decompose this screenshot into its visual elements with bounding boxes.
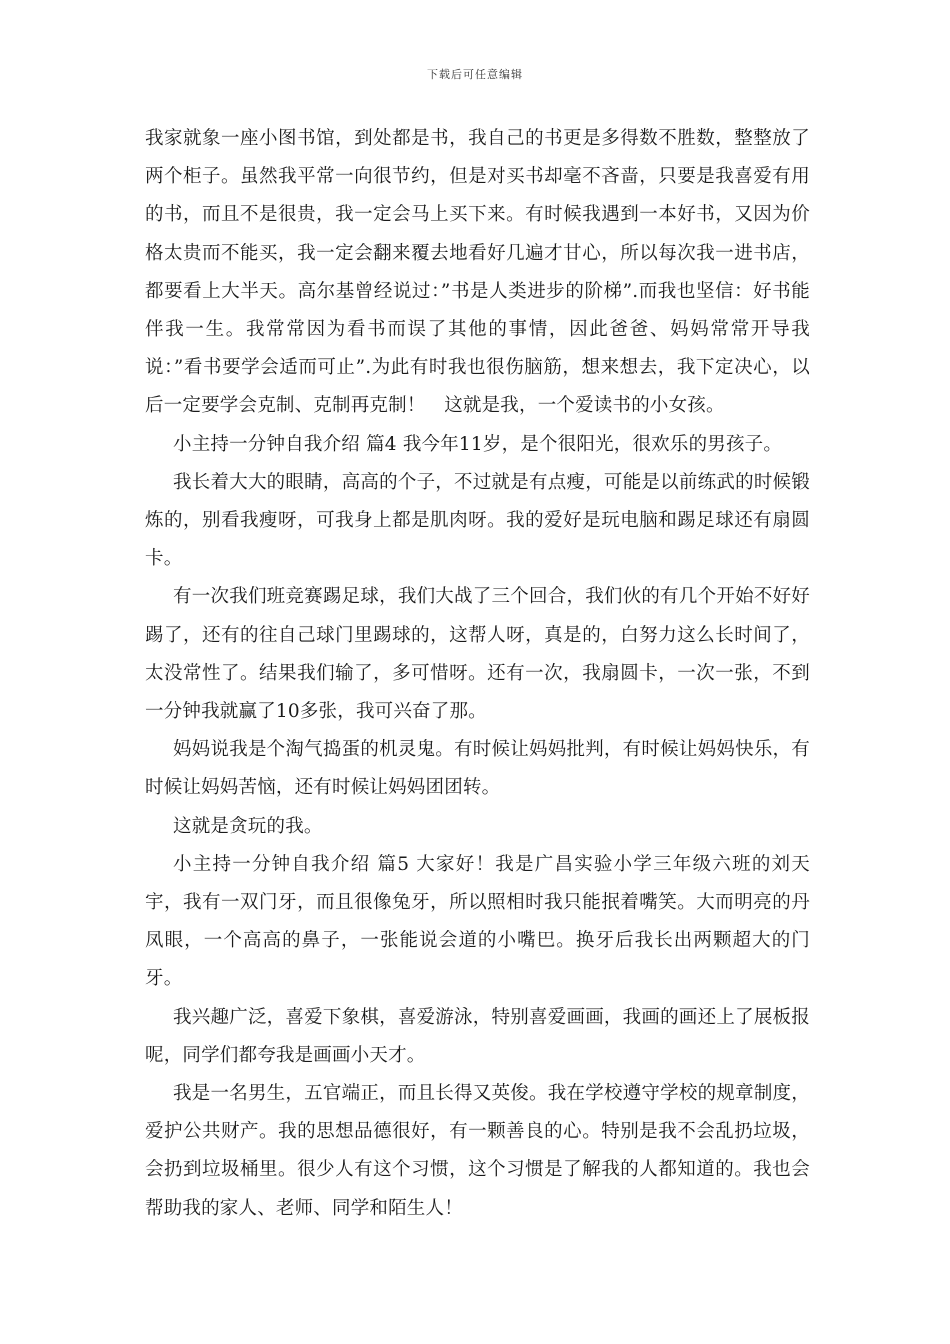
paragraph: 我长着大大的眼睛，高高的个子，不过就是有点瘦，可能是以前练武的时候锻炼的，别看我瘦呀，可我身上都是肌肉呀。我的爱好是玩电脑和踢足球还有扇圆卡。 — [145, 471, 810, 570]
page-header-note: 下载后可任意编辑 — [427, 68, 523, 81]
paragraph: 我是一名男生，五官端正，而且长得又英俊。我在学校遵守学校的规章制度，爱护公共财产。我的思想品德很好，有一颗善良的心。特别是我不会乱扔垃圾，会扔到垃圾桶里。很少人有这个习惯，这个习惯是了解我的人都知道的。我也会帮助我的家人、老师、同学和陌生人！ — [145, 1083, 810, 1219]
document-body — [145, 120, 810, 1228]
paragraph: 小主持一分钟自我介绍 篇5 大家好！我是广昌实验小学三年级六班的刘天宇，我有一双门牙，而且很像兔牙，所以照相时我只能抿着嘴笑。大而明亮的丹凤眼，一个高高的鼻子，一张能说会道的小嘴巴。换牙后我长出两颗超大的门牙。 — [145, 853, 810, 990]
paragraph: 我家就象一座小图书馆，到处都是书，我自己的书更是多得数不胜数，整整放了两个柜子。虽然我平常一向很节约，但是对买书却毫不吝啬，只要是我喜爱有用的书，而且不是很贵，我一定会马上买下来。有时候我遇到一本好书，又因为价格太贵而不能买，我一定会翻来覆去地看好几遍才甘心，所以每次我一进书店，都要看上大半天。高尔基曾经说过：”书是人类进步的阶梯”.而我也坚信：好书能伴我一生。我常常因为看书而误了其他的事情，因此爸爸、妈妈常常开导我说：”看书要学会适而可止”.为此有时我也很伤脑筋，想来想去，我下定决心，以后一定要学会克制、克制再克制！ 这就是我，一个爱读书的小女孩。 — [145, 128, 810, 417]
paragraph: 有一次我们班竞赛踢足球，我们大战了三个回合，我们伙的有几个开始不好好踢了，还有的往自己球门里踢球的，这帮人呀，真是的，白努力这么长时间了，太没常性了。结果我们输了，多可惜呀。还有一次，我扇圆卡，一次一张，不到一分钟我就赢了10多张，我可兴奋了那。 — [145, 586, 810, 723]
paragraph: 这就是贪玩的我。 — [173, 815, 323, 837]
paragraph: 小主持一分钟自我介绍 篇4 我今年11岁，是个很阳光，很欢乐的男孩子。 — [173, 433, 783, 455]
paragraph: 我兴趣广泛，喜爱下象棋，喜爱游泳，特别喜爱画画，我画的画还上了展板报呢，同学们都夸我是画画小天才。 — [145, 1006, 810, 1066]
paragraph: 妈妈说我是个淘气捣蛋的机灵鬼。有时候让妈妈批判，有时候让妈妈快乐，有时候让妈妈苦恼，还有时候让妈妈团团转。 — [145, 739, 810, 799]
